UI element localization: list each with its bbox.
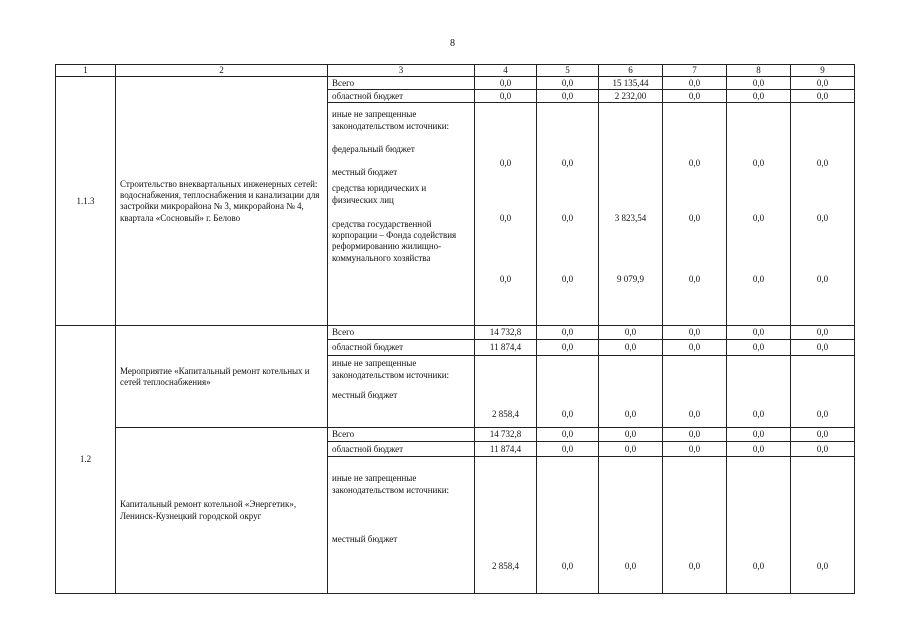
value-cell: 0,0 (537, 457, 599, 594)
value-cell: 14 732,8 (475, 326, 537, 340)
value-cell: 0,0 (752, 158, 765, 169)
value-cell: 0,0 (727, 428, 791, 442)
page-number: 8 (450, 38, 455, 49)
value-cell: 0,0 (663, 77, 727, 90)
value-cell: 0,0 (537, 90, 599, 103)
value-cell: 0,0 (688, 158, 701, 169)
value-cell: 0,0 (663, 428, 727, 442)
value-cell: 0,0 (727, 356, 791, 428)
value-cell: 0,0 (752, 274, 765, 285)
value-cell: 0,0 (663, 457, 727, 594)
local-budget-label: местный бюджет (332, 167, 398, 177)
item-description: Строительство внеквартальных инженерных сетей: водоснабжения, теплоснабжения и канализации для застройки микрорайона № 3, микрорайона № 4, квартала «Сосновый» г. Белово (116, 77, 328, 326)
value-cell: 0,0 (663, 90, 727, 103)
value-cell: 0,0 (791, 457, 855, 594)
value-cell: 0,0 (537, 77, 599, 90)
value-cell: 0,0 (791, 77, 855, 90)
value-cell: 0,0 (791, 326, 855, 340)
value-cell: 0,0 (727, 77, 791, 90)
value-cell: 0,0 (599, 457, 663, 594)
value-cell: 11 874,4 (475, 442, 537, 457)
value-cell: 0,0 (816, 158, 829, 169)
value-cell: 0,0 (727, 340, 791, 356)
value-cell: 0,0 (561, 158, 574, 169)
value-cell: 0,0 (791, 340, 855, 356)
table-row (56, 428, 855, 442)
value-cell: 0,0 (816, 213, 829, 224)
value-cell: 9 079,9 (617, 274, 644, 285)
value-cell: 0,0 (791, 428, 855, 442)
value-cell: 2 858,4 (475, 356, 537, 428)
col-header: 1 (56, 65, 116, 77)
value-cell: 0,0 (663, 442, 727, 457)
value-cell: 0,0 (561, 274, 574, 285)
other-sources-label: иные не запрещенные законодательством источники: (332, 109, 450, 131)
value-cell: 0,0 (791, 356, 855, 428)
value-cell: 0,0 (791, 442, 855, 457)
funding-table (55, 64, 855, 594)
source-label: областной бюджет (328, 442, 475, 457)
value-cell: 0,0 (475, 77, 537, 90)
value-cell: 0,0 (537, 326, 599, 340)
value-cell: 0,0 (499, 158, 512, 169)
value-cell: 0,0 (752, 213, 765, 224)
value-cell: 0,0 (727, 90, 791, 103)
source-label: областной бюджет (328, 90, 475, 103)
value-cell: 0,0 (816, 274, 829, 285)
item-description: Мероприятие «Капитальный ремонт котельных и сетей теплоснабжения» (116, 326, 328, 428)
value-cell: 3 823,54 (614, 213, 647, 224)
col-header: 3 (328, 65, 475, 77)
source-label: Всего (328, 326, 475, 340)
col-header: 5 (537, 65, 599, 77)
source-label: областной бюджет (328, 340, 475, 356)
value-cell: 0,0 (499, 274, 512, 285)
value-cell: 0,0 (727, 442, 791, 457)
item-code: 1.1.3 (56, 77, 116, 326)
legal-entities-label: средства юридических и физических лиц (332, 183, 427, 205)
source-label: Всего (328, 77, 475, 90)
item-description: Капитальный ремонт котельной «Энергетик», Ленинск-Кузнецкий городской округ (116, 428, 328, 594)
value-cell: 0,0 (663, 340, 727, 356)
table-row (56, 77, 855, 90)
federal-budget-label: федеральный бюджет (332, 143, 415, 154)
value-cell: 0,0 (791, 90, 855, 103)
value-cell: 2 232,00 (599, 90, 663, 103)
other-sources-label: иные не запрещенные законодательством источники: (332, 473, 450, 495)
value-cell: 0,0 (599, 356, 663, 428)
col-header: 9 (791, 65, 855, 77)
value-cell: 0,0 (727, 457, 791, 594)
local-budget-label: местный бюджет (332, 389, 398, 400)
value-cell: 0,0 (475, 90, 537, 103)
value-cell: 0,0 (599, 326, 663, 340)
value-cell: 0,0 (537, 340, 599, 356)
col-header: 2 (116, 65, 328, 77)
item-code: 1.2 (56, 326, 116, 594)
value-cell: 2 858,4 (475, 457, 537, 594)
value-cell: 0,0 (688, 274, 701, 285)
value-cell: 0,0 (499, 213, 512, 224)
value-cell: 0,0 (688, 213, 701, 224)
value-cell: 0,0 (663, 326, 727, 340)
value-cell: 0,0 (599, 428, 663, 442)
reform-fund-label: средства государственной корпорации – Фонда содействия реформированию жилищно-коммунального хозяйства (332, 218, 457, 263)
col-header: 4 (475, 65, 537, 77)
value-cell: 0,0 (537, 356, 599, 428)
value-cell: 11 874,4 (475, 340, 537, 356)
col-header: 7 (663, 65, 727, 77)
value-cell: 0,0 (727, 326, 791, 340)
col-header: 8 (727, 65, 791, 77)
value-cell: 15 135,44 (599, 77, 663, 90)
value-cell: 0,0 (561, 213, 574, 224)
header-row (56, 65, 855, 77)
value-cell: 0,0 (537, 442, 599, 457)
value-cell: 0,0 (663, 356, 727, 428)
col-header: 6 (599, 65, 663, 77)
source-label: Всего (328, 428, 475, 442)
value-cell: 0,0 (599, 340, 663, 356)
value-cell: 0,0 (599, 442, 663, 457)
table-row (56, 326, 855, 340)
local-budget-label: местный бюджет (332, 533, 398, 544)
value-cell: 14 732,8 (475, 428, 537, 442)
value-cell: 0,0 (537, 428, 599, 442)
other-sources-label: иные не запрещенные законодательством источники: (332, 358, 450, 380)
